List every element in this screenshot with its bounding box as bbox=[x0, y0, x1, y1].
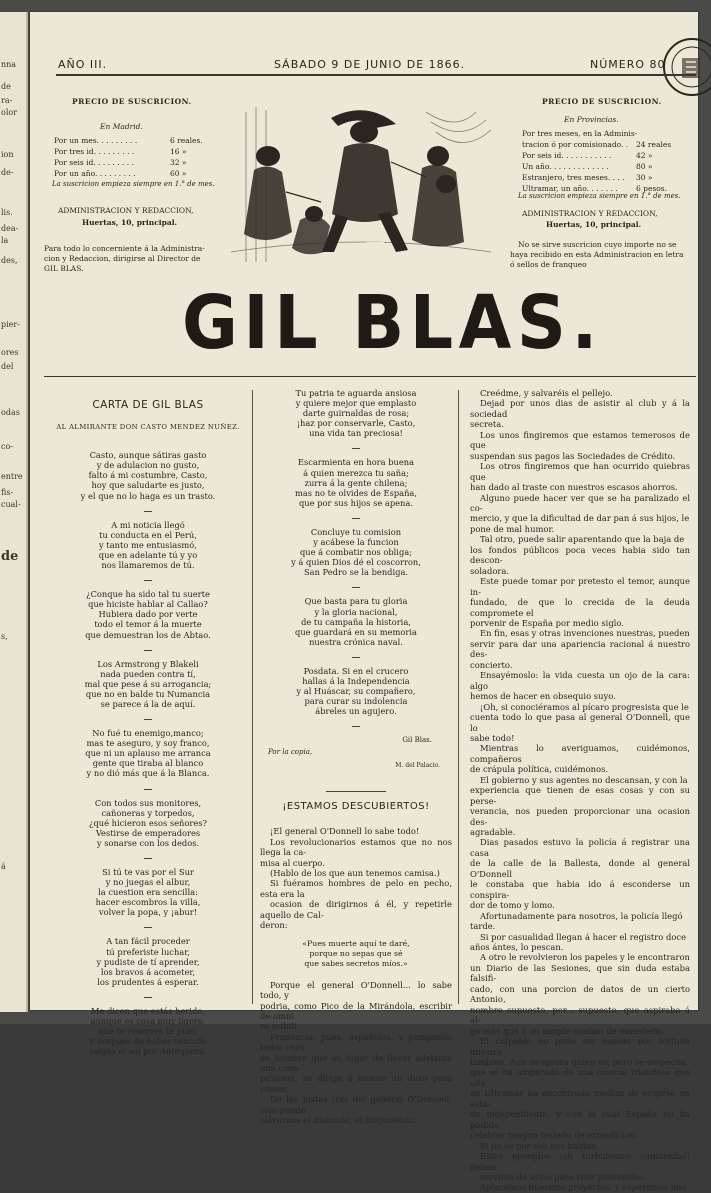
stanza-divider bbox=[352, 448, 360, 449]
paragraph-line: ¡El general O'Donnell lo sabe todo! bbox=[270, 826, 420, 837]
verse-line: hoy que saludarte es justo, bbox=[91, 480, 205, 491]
price-row-label: Por seis id. . . . . . . . . bbox=[54, 158, 134, 167]
verse-line: y tanto me entusiasmó, bbox=[99, 539, 197, 550]
paragraph-line: Afortunadamente para nosotros, la policía llegó bbox=[480, 910, 683, 921]
verse-line: y al Huáscar, su compañero, bbox=[296, 686, 416, 697]
verse-line: tú preferiste luchar, bbox=[106, 946, 190, 957]
paragraph-line: ¡Oh, si conociéramos al pícaro progresista que le bbox=[480, 701, 689, 712]
stanza-divider bbox=[352, 657, 360, 658]
verse-line: cañoneras y torpedos, bbox=[101, 807, 195, 818]
left-info-2: cion y Redaccion, dirigirse al Director de bbox=[44, 254, 201, 263]
paragraph-line: piracion, se dirige á buscar un duro para comer. bbox=[260, 1073, 452, 1094]
paragraph-line: de la calle de la Ballesta, donde al general O'Donnell bbox=[470, 858, 690, 879]
verse-line: mas te aseguro, y soy franco, bbox=[86, 738, 210, 749]
masthead-rule bbox=[56, 74, 696, 76]
paragraph-line: de crápula política, cuidémonos. bbox=[470, 764, 609, 775]
verse-line: Escarmienta en hora buena bbox=[297, 457, 415, 468]
left-info-3: GIL BLAS. bbox=[44, 264, 84, 273]
verse-line: salgas el sol por Antequera. bbox=[89, 1046, 207, 1057]
paragraph-line: El gobierno y sus agentes no descansan, y con la bbox=[480, 774, 688, 785]
stanza bbox=[260, 457, 452, 507]
paragraph-line: suspendan sus pagos las Sociedades de Crédito. bbox=[470, 450, 676, 461]
paragraph-line: Mientras lo averiguamos, cuidémonos, compañeros bbox=[470, 743, 690, 764]
verse-line: y sonarse con los dedos. bbox=[96, 837, 200, 848]
adjacent-page-text: odas bbox=[1, 408, 20, 417]
paragraph-line: agradable. bbox=[470, 827, 516, 838]
verse-line: volver la popa, y ¡abur! bbox=[98, 907, 198, 918]
newspaper-title: GIL BLAS. bbox=[182, 280, 603, 366]
adjacent-page-text: ion bbox=[1, 150, 14, 159]
paragraph-line: porvenir de España por medio siglo. bbox=[470, 617, 624, 628]
verse-line: que por sus hijos se apena. bbox=[299, 497, 413, 508]
quote-line: porque no sepas que sé bbox=[309, 948, 403, 958]
verse-line: nos llamaremos de tú. bbox=[101, 560, 195, 571]
stanza-divider bbox=[144, 511, 152, 512]
verse-line: y á quien Dios dé el coscorron, bbox=[291, 557, 421, 568]
paragraph-line: secreta. bbox=[470, 419, 504, 430]
stanza bbox=[260, 527, 452, 577]
price-row-label: Un año. . . . . . . . . . . . . bbox=[522, 162, 609, 171]
stanza-divider bbox=[144, 719, 152, 720]
issue-number: NÚMERO 80 bbox=[590, 58, 666, 71]
paragraph-line: servir para dar una apariencia racional á nuestro des- bbox=[470, 638, 690, 660]
paragraph-line: Este puede tomar por pretesto el temor, aunque in- bbox=[470, 576, 690, 597]
paragraph-line: que se ha amparado de una colonia irlandesa que allá bbox=[470, 1067, 690, 1088]
verse-line: ¡haz por conservarle, Casto, bbox=[296, 418, 416, 429]
verse-line: hacer escombros la villa, bbox=[95, 897, 201, 908]
price-row-value: 6 reales. bbox=[170, 136, 203, 145]
price-row-label: Por un mes. . . . . . . . . bbox=[54, 136, 138, 145]
date-label: SÁBADO 9 DE JUNIO DE 1866. bbox=[274, 58, 466, 71]
adjacent-page-text: pier- bbox=[1, 320, 20, 329]
right-city: En Provincias. bbox=[564, 115, 619, 124]
newspaper-page bbox=[30, 12, 698, 1193]
left-admin: ADMINISTRACION Y REDACCION, bbox=[58, 206, 194, 215]
verse-line: Los Armstrong y Blakeli bbox=[97, 658, 199, 669]
verse-line: á quien merezca tu saña; bbox=[303, 467, 409, 478]
section-heading: ¡ESTAMOS DESCUBIERTOS! bbox=[282, 801, 430, 813]
verse-line: mas no te olvides de España, bbox=[294, 487, 418, 498]
verse-line: nuestra crónica naval. bbox=[309, 636, 403, 647]
paragraph-line: soladora. bbox=[470, 565, 510, 576]
paragraph-line: un Diario de las Sesiones, que sin duda estaba falsifi- bbox=[470, 962, 690, 984]
price-row-value: 16 » bbox=[170, 147, 187, 156]
stanza bbox=[50, 936, 246, 986]
verse-line: gente que tiraba al blanco bbox=[92, 758, 204, 769]
adjacent-page-text: ra- bbox=[1, 96, 13, 105]
price-row-value: 32 » bbox=[170, 158, 187, 167]
stanza-divider bbox=[144, 858, 152, 859]
price-row-value: 42 » bbox=[636, 151, 653, 160]
paragraph-line: salvarnos el disimulo, el fingimiento. bbox=[260, 1115, 416, 1125]
price-row-value: 80 » bbox=[636, 162, 653, 171]
verse-line: San Pedro se la bendiga. bbox=[303, 567, 409, 578]
right-admin: ADMINISTRACION Y REDACCION, bbox=[522, 209, 658, 218]
paragraph-line: Dejad por unos dias de asistir al club y á la sociedad bbox=[470, 398, 690, 419]
verse-line: de tu campaña la historia, bbox=[301, 616, 411, 627]
price-row-label: Ultramar, un año. . . . . . . bbox=[522, 184, 618, 193]
verse-line: que no en balde tu Numancia bbox=[85, 688, 211, 699]
stanza bbox=[50, 728, 246, 778]
stanza bbox=[260, 596, 452, 646]
adjacent-page-text: entre bbox=[1, 472, 23, 481]
column-rule-2 bbox=[458, 390, 459, 1004]
verse-line: aunque es cosa muy ligera; bbox=[90, 1016, 206, 1027]
letter-subheading: AL ALMIRANTE DON CASTO MENDEZ NUÑEZ. bbox=[56, 423, 240, 432]
adjacent-page-text: nna bbox=[1, 60, 17, 69]
quote-line: «Pues muerte aquí te daré, bbox=[302, 938, 410, 948]
verse-line: mal que pese á su arrogancia; bbox=[84, 678, 212, 689]
verse-line: la cuestion era sencilla: bbox=[98, 887, 198, 898]
verse-line: que ni un aplauso me arranca bbox=[85, 748, 211, 759]
verse-line: Con todos sus monitores, bbox=[94, 797, 202, 808]
paragraph-line: tambien. Aun se ignora quién es; pero se sospecha bbox=[470, 1057, 686, 1067]
verse-line: los prudentes á esperar. bbox=[97, 976, 199, 987]
paragraph-line: serviros de aviso para vivir prevenidos. bbox=[480, 1171, 648, 1182]
stanza-divider bbox=[352, 587, 360, 588]
paragraph-line: le constaba que habia ido á esconderse un conspira- bbox=[470, 879, 690, 900]
paragraph-line: De las justas iras del general O'Donnell, sólo puede bbox=[260, 1094, 452, 1115]
verse-line: Me dicen que estás herido, bbox=[91, 1005, 205, 1016]
paragraph-line: Tal otro, puede salir aparentando que la baja de bbox=[480, 534, 685, 545]
paragraph-line: hemos de hacer en obsequio suyo. bbox=[470, 691, 616, 702]
adjacent-page-text: cual- bbox=[1, 500, 21, 509]
price-row-label: Por seis id. . . . . . . . . . . bbox=[522, 151, 612, 160]
verse-line: Vestirse de emperadores bbox=[95, 827, 201, 838]
adjacent-page-text: la bbox=[1, 236, 9, 245]
paragraph-line: concierto. bbox=[470, 659, 513, 670]
stanza bbox=[260, 388, 452, 438]
paragraph-line: tarde. bbox=[470, 921, 496, 932]
stanza bbox=[50, 659, 246, 709]
verse-line: para curar su indolencia bbox=[304, 696, 408, 707]
paragraph-line: dor de tomo y lomo. bbox=[470, 900, 555, 911]
copy-label: Por la copia, bbox=[268, 748, 313, 757]
verse-line: darte guirnaldas de rosa; bbox=[302, 408, 410, 419]
paragraph-line: sabe todo! bbox=[470, 732, 515, 743]
stanza-divider bbox=[144, 580, 152, 581]
adjacent-page-text: lis. bbox=[1, 208, 13, 217]
paragraph-line: mercio, y que la dificultad de dar pan á sus hijos, le bbox=[470, 513, 690, 524]
price-row-label: Estranjero, tres meses. . . . bbox=[522, 173, 625, 182]
verse-line: que hiciste hablar al Callao? bbox=[88, 599, 208, 610]
paragraph-line: (Hablo de los que aun tenemos camisa.) bbox=[270, 868, 440, 879]
paragraph-line: Los otros fingiremos que han ocurrido quiebras que bbox=[470, 461, 690, 482]
verse-line: y el que no lo haga es un trasto. bbox=[80, 490, 216, 501]
year-label: AÑO III. bbox=[58, 58, 108, 71]
price-row-value: 30 » bbox=[636, 173, 653, 182]
verse-line: y pudiste de tí aprender, bbox=[96, 956, 200, 967]
verse-line: zurra á la gente chilena; bbox=[304, 477, 408, 488]
right-info-1: No se sirve suscricion cuyo importe no se bbox=[518, 240, 677, 249]
paragraph-line: Si por casualidad llegan á hacer el registro doce bbox=[480, 931, 687, 942]
paragraph-line: misa al cuerpo. bbox=[260, 857, 325, 868]
price-row-value: 6 pesos. bbox=[636, 184, 667, 193]
paragraph-line: han dado al traste con nuestros escasos ahorros. bbox=[470, 482, 678, 493]
verse-line: Si tú te vas por el Sur bbox=[102, 867, 194, 877]
paragraph-line: Creédme, y salvaréis el pellejo. bbox=[480, 388, 613, 398]
verse-line: los bravos á acometer, bbox=[100, 966, 196, 977]
verse-line: y después de haber vencido bbox=[89, 1036, 207, 1047]
price-row-label: Por un año. . . . . . . . . bbox=[54, 169, 136, 178]
verse-line: ¿Conque ha sido tal tu suerte bbox=[86, 589, 210, 600]
masthead-illustration bbox=[226, 102, 496, 267]
verse-line: que guardará en su memoria bbox=[295, 626, 417, 637]
stanza-divider bbox=[144, 997, 152, 998]
column-2 bbox=[260, 388, 452, 1125]
adjacent-page-text: dea- bbox=[1, 224, 19, 233]
stanza-divider bbox=[144, 789, 152, 790]
paragraph-line: A otro le revolvieron los papeles y le encontraron bbox=[480, 952, 690, 963]
right-note: La suscricion empieza siempre en 1.° de mes. bbox=[518, 192, 681, 200]
adjacent-page-text: s, bbox=[1, 632, 8, 641]
right-address: Huertas, 10, principal. bbox=[546, 220, 642, 229]
verse-line: ábreles un agujero. bbox=[315, 706, 397, 717]
adjacent-page-text: del bbox=[1, 362, 14, 371]
column-3 bbox=[470, 388, 690, 1193]
price-row-value: 60 » bbox=[170, 169, 187, 178]
adjacent-page-edge bbox=[0, 12, 28, 1012]
paragraph-line: años ántes, lo pescan. bbox=[470, 942, 564, 953]
left-city: En Madrid. bbox=[100, 122, 143, 131]
verse-line: falto á mi costumbre, Casto, bbox=[88, 470, 208, 481]
paragraph-line: podria, como Pico de la Mirándola, escribir de omni bbox=[260, 1000, 452, 1021]
verse-line: Que basta para tu gloria bbox=[304, 596, 408, 607]
paragraph-line: go más que á un simple cambio de ministerio. bbox=[470, 1025, 665, 1036]
verse-line: Posdata. Si en el crucero bbox=[303, 665, 409, 676]
verse-line: Tu patria te aguarda ansiosa bbox=[295, 388, 417, 398]
quote-line: que sabes secretos míos.» bbox=[304, 959, 408, 969]
stanza-divider bbox=[144, 650, 152, 651]
verse-line: todo el temor á la muerte bbox=[94, 619, 202, 630]
stanza-divider bbox=[352, 726, 360, 727]
verse-line: una vida tan preciosa! bbox=[309, 428, 403, 439]
column-1 bbox=[50, 400, 246, 1066]
left-note: La suscricion empieza siempre en 1.° de mes. bbox=[52, 180, 215, 188]
paragraph-line: Prudencia, pues, españoles, y pongamos todos cara bbox=[260, 1031, 452, 1053]
right-info-3: ó sellos de franqueo bbox=[510, 260, 587, 269]
paragraph-line: Ensayémoslo: la vida cuesta un ojo de la cara: algo bbox=[470, 670, 690, 691]
verse-line: se parece á la de aquí. bbox=[100, 698, 196, 709]
verse-line: A tan fácil proceder bbox=[106, 936, 190, 947]
signature: Gil Blas. bbox=[402, 736, 432, 745]
verse-line: que demuestran los de Abtao. bbox=[85, 629, 211, 640]
section-divider bbox=[326, 791, 386, 792]
stanza bbox=[50, 520, 246, 570]
paragraph-line: En fin, esas y otras invenciones nuestras, pueden bbox=[480, 628, 690, 639]
verse-line: hallas á la Independencia bbox=[302, 675, 410, 686]
paragraph-line: pone de mal humor. bbox=[470, 523, 555, 534]
paragraph-line: cado, con una porcion de datos de un cierto Antonio, bbox=[470, 983, 690, 1005]
paragraph-line: El culpable no pudo ser habido por fortuna nuestra bbox=[470, 1036, 690, 1057]
paragraph-line: Estos ejemplos ¡oh turbulentos camaradas! deben bbox=[470, 1151, 690, 1172]
paragraph-line: Porque el general O'Donnell... lo sabe todo, y bbox=[260, 979, 452, 1001]
verse-line: que en adelante tú y yo bbox=[98, 549, 198, 560]
paragraph-line: Los revolucionarios estamos que no nos llega la ca- bbox=[260, 836, 452, 858]
letter-stanzas-continued bbox=[260, 388, 452, 727]
paragraph-line: fundado, de que lo crecida de la deuda compromete el bbox=[470, 597, 690, 618]
letter-stanzas bbox=[50, 450, 246, 1056]
verse-line: y quiere mejor que emplasto bbox=[295, 398, 417, 409]
verse-line: Hubiera dado por verte bbox=[98, 609, 198, 620]
price-row-label: Por tres meses, en la Adminis- bbox=[522, 129, 638, 138]
left-info-1: Para todo lo concerniente á la Administra- bbox=[44, 244, 205, 253]
paragraph-line: experiencia que tienen de esas cosas y con su perse- bbox=[470, 785, 690, 806]
copy-signer: M. del Palacio. bbox=[395, 762, 440, 770]
adjacent-page-text: á bbox=[1, 862, 6, 871]
verse-line: y no dió más que á la Blanca. bbox=[86, 768, 210, 779]
verse-line: que á combatir nos obliga; bbox=[299, 547, 413, 558]
paragraph-line: Dias pasados estuvo la policía á registrar una casa bbox=[470, 837, 690, 858]
stanza bbox=[50, 1006, 246, 1056]
letter-heading: CARTA DE GIL BLAS bbox=[92, 399, 204, 411]
calderon-quote bbox=[260, 939, 452, 970]
paragraph-line: re scibili. bbox=[260, 1021, 300, 1032]
paragraph-line: cuenta todo lo que pasa al general O'Donnell, que lo bbox=[470, 712, 690, 733]
verse-line: que te reserves te pido, bbox=[98, 1026, 198, 1037]
price-row-value: 24 reales bbox=[636, 140, 672, 149]
adjacent-page-text: fis- bbox=[1, 488, 14, 497]
paragraph-line: verancia, nos pueden proporcionar una ocasion des- bbox=[470, 806, 690, 827]
adjacent-page-text: de- bbox=[1, 168, 14, 177]
verse-line: Concluye tu comision bbox=[310, 526, 402, 537]
left-price-heading: PRECIO DE SUSCRICION. bbox=[72, 97, 192, 106]
stanza bbox=[50, 450, 246, 500]
adjacent-page-text: olor bbox=[1, 108, 18, 117]
section-body bbox=[260, 826, 452, 1125]
adjacent-page-text: de bbox=[1, 549, 19, 564]
verse-line: y la gloria nacional, bbox=[314, 606, 398, 617]
verse-line: y no juegas el albur, bbox=[105, 877, 191, 888]
right-info-2: haya recibido en esta Administracion en letra bbox=[510, 250, 684, 259]
stanza bbox=[50, 589, 246, 639]
verse-line: tu conducta en el Perú, bbox=[99, 529, 197, 540]
title-rule bbox=[44, 376, 696, 377]
verse-line: Casto, aunque sátiras gasto bbox=[89, 450, 207, 461]
paragraph-line: Si no es por eso nos baldan. bbox=[480, 1140, 599, 1151]
column-rule-1 bbox=[252, 390, 253, 1004]
stanza-divider bbox=[144, 927, 152, 928]
paragraph-line: Aplacemos nuestros proyectos, y esperemos una bbox=[480, 1182, 687, 1193]
paragraph-line: de hombre que en lugar de llevar adelante una cons- bbox=[260, 1052, 452, 1073]
price-row-label: Por tres id. . . . . . . . . bbox=[54, 147, 135, 156]
paragraph-line: Alguno puede hacer ver que se ha paralizado el co- bbox=[470, 492, 690, 513]
stanza bbox=[260, 666, 452, 716]
paragraph-line: en Ultramar ha encontrado medios de erigirse en esta- bbox=[470, 1088, 690, 1109]
adjacent-page-text: de bbox=[1, 82, 11, 91]
left-address: Huertas, 10, principal. bbox=[82, 218, 178, 227]
adjacent-page-text: des, bbox=[1, 256, 18, 265]
stanza bbox=[50, 867, 246, 917]
paragraph-line: celebrar ningun tratado de extradicion. bbox=[470, 1130, 638, 1141]
right-price-heading: PRECIO DE SUSCRICION. bbox=[542, 97, 662, 106]
paragraph-line: nombre supuesto, por... supuesto, que aspiraba á al- bbox=[470, 1004, 690, 1026]
adjacent-page-text: ores bbox=[1, 348, 19, 357]
paragraph-line: los fondos públicos poca veces habia sido tan descon- bbox=[470, 544, 690, 566]
paragraph-line: Si fuéramos hombres de pelo en pecho, esta era la bbox=[260, 878, 452, 899]
stanza bbox=[50, 798, 246, 848]
paragraph-line: ocasion de dirigirnos á él, y repetirle aquello de Cal- bbox=[260, 899, 452, 920]
adjacent-page-text: co- bbox=[1, 442, 13, 451]
verse-line: ¿qué hicieron esos señores? bbox=[89, 817, 207, 828]
paragraph-line: Los unos fingiremos que estamos temerosos de que bbox=[470, 429, 690, 451]
verse-line: y de adulacion no gusto, bbox=[96, 460, 200, 471]
paragraph-line: do independiente, y con la cual España no ha podido bbox=[470, 1109, 690, 1130]
price-row-label: tracion ó por comisionado. . bbox=[522, 140, 629, 149]
verse-line: y acábese la funcion bbox=[313, 537, 399, 548]
verse-line: No fué tu enemigo,manco; bbox=[92, 728, 204, 739]
stanza-divider bbox=[352, 518, 360, 519]
paragraph-line: deron: bbox=[260, 920, 288, 931]
verse-line: A mi noticia llegó bbox=[111, 519, 185, 530]
verse-line: nada pueden contra tí, bbox=[100, 668, 196, 679]
